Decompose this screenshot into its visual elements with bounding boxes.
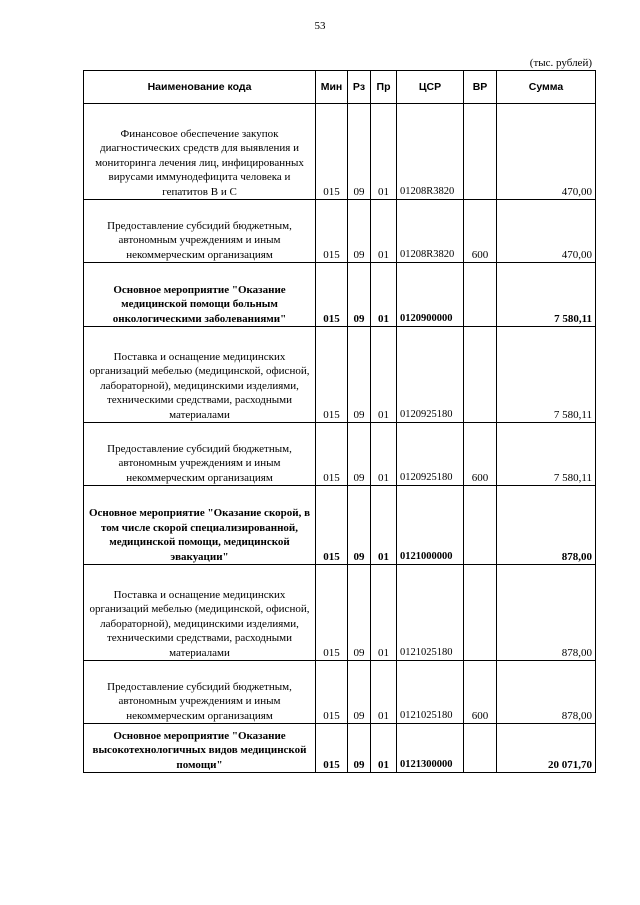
header-pr: Пр — [371, 71, 397, 104]
row-pr: 01 — [371, 423, 397, 486]
row-min: 015 — [316, 724, 348, 773]
table-row — [84, 565, 596, 661]
row-sum: 470,00 — [497, 200, 596, 263]
row-rz: 09 — [348, 104, 371, 200]
header-csr: ЦСР — [397, 71, 464, 104]
row-min: 015 — [316, 104, 348, 200]
row-sum: 878,00 — [497, 486, 596, 565]
row-rz: 09 — [348, 327, 371, 423]
table-row — [84, 724, 596, 773]
row-rz: 09 — [348, 423, 371, 486]
row-name: Основное мероприятие "Оказание высокотехнологичных видов медицинской помощи" — [84, 724, 316, 773]
row-vr: 600 — [464, 200, 497, 263]
row-sum: 470,00 — [497, 104, 596, 200]
table-row — [84, 104, 596, 200]
row-pr: 01 — [371, 486, 397, 565]
table-row — [84, 200, 596, 263]
row-rz: 09 — [348, 661, 371, 724]
row-rz: 09 — [348, 724, 371, 773]
row-min: 015 — [316, 565, 348, 661]
row-name: Финансовое обеспечение закупок диагностических средств для выявления и мониторинга лечения лиц, инфицированных вирусами иммунодефицита человека и гепатитов В и С — [84, 104, 316, 200]
row-rz: 09 — [348, 263, 371, 327]
row-min: 015 — [316, 661, 348, 724]
table-header-row — [84, 71, 596, 104]
row-rz: 09 — [348, 200, 371, 263]
row-name: Предоставление субсидий бюджетным, автономным учреждениям и иным некоммерческим организациям — [84, 661, 316, 724]
header-name: Наименование кода — [84, 71, 316, 104]
row-csr: 0120900000 — [397, 263, 464, 327]
row-vr: 600 — [464, 423, 497, 486]
budget-table — [83, 70, 596, 773]
row-sum: 7 580,11 — [497, 327, 596, 423]
row-pr: 01 — [371, 661, 397, 724]
row-csr: 0121000000 — [397, 486, 464, 565]
row-name: Предоставление субсидий бюджетным, автономным учреждениям и иным некоммерческим организациям — [84, 200, 316, 263]
row-pr: 01 — [371, 327, 397, 423]
row-pr: 01 — [371, 565, 397, 661]
row-sum: 878,00 — [497, 661, 596, 724]
table-row — [84, 263, 596, 327]
table-row — [84, 423, 596, 486]
row-min: 015 — [316, 200, 348, 263]
row-vr — [464, 263, 497, 327]
row-vr: 600 — [464, 661, 497, 724]
row-vr — [464, 104, 497, 200]
row-sum: 20 071,70 — [497, 724, 596, 773]
row-vr — [464, 327, 497, 423]
row-min: 015 — [316, 423, 348, 486]
row-name: Основное мероприятие "Оказание скорой, в том числе скорой специализированной, медицинской помощи, медицинской эвакуации" — [84, 486, 316, 565]
row-csr: 0121025180 — [397, 661, 464, 724]
row-pr: 01 — [371, 724, 397, 773]
header-vr: ВР — [464, 71, 497, 104]
row-csr: 01208R3820 — [397, 104, 464, 200]
row-rz: 09 — [348, 565, 371, 661]
header-rz: Рз — [348, 71, 371, 104]
row-pr: 01 — [371, 200, 397, 263]
row-csr: 0121300000 — [397, 724, 464, 773]
row-vr — [464, 724, 497, 773]
row-name: Поставка и оснащение медицинских организаций мебелью (медицинской, офисной, лабораторной), медицинскими изделиями, техническими средствами, расходными материалами — [84, 327, 316, 423]
row-sum: 7 580,11 — [497, 263, 596, 327]
row-name: Поставка и оснащение медицинских организаций мебелью (медицинской, офисной, лабораторной), медицинскими изделиями, техническими средствами, расходными материалами — [84, 565, 316, 661]
table-row — [84, 327, 596, 423]
row-csr: 01208R3820 — [397, 200, 464, 263]
row-name: Основное мероприятие "Оказание медицинской помощи больным онкологическими заболеваниями" — [84, 263, 316, 327]
row-name: Предоставление субсидий бюджетным, автономным учреждениям и иным некоммерческим организациям — [84, 423, 316, 486]
units-label: (тыс. рублей) — [529, 57, 592, 69]
row-rz: 09 — [348, 486, 371, 565]
row-sum: 7 580,11 — [497, 423, 596, 486]
row-pr: 01 — [371, 104, 397, 200]
row-min: 015 — [316, 327, 348, 423]
row-min: 015 — [316, 263, 348, 327]
row-csr: 0120925180 — [397, 423, 464, 486]
row-sum: 878,00 — [497, 565, 596, 661]
table-row — [84, 486, 596, 565]
row-min: 015 — [316, 486, 348, 565]
header-sum: Сумма — [497, 71, 596, 104]
row-pr: 01 — [371, 263, 397, 327]
header-min: Мин — [316, 71, 348, 104]
table-row — [84, 661, 596, 724]
row-csr: 0120925180 — [397, 327, 464, 423]
page-number: 53 — [314, 20, 326, 32]
row-vr — [464, 486, 497, 565]
row-csr: 0121025180 — [397, 565, 464, 661]
row-vr — [464, 565, 497, 661]
